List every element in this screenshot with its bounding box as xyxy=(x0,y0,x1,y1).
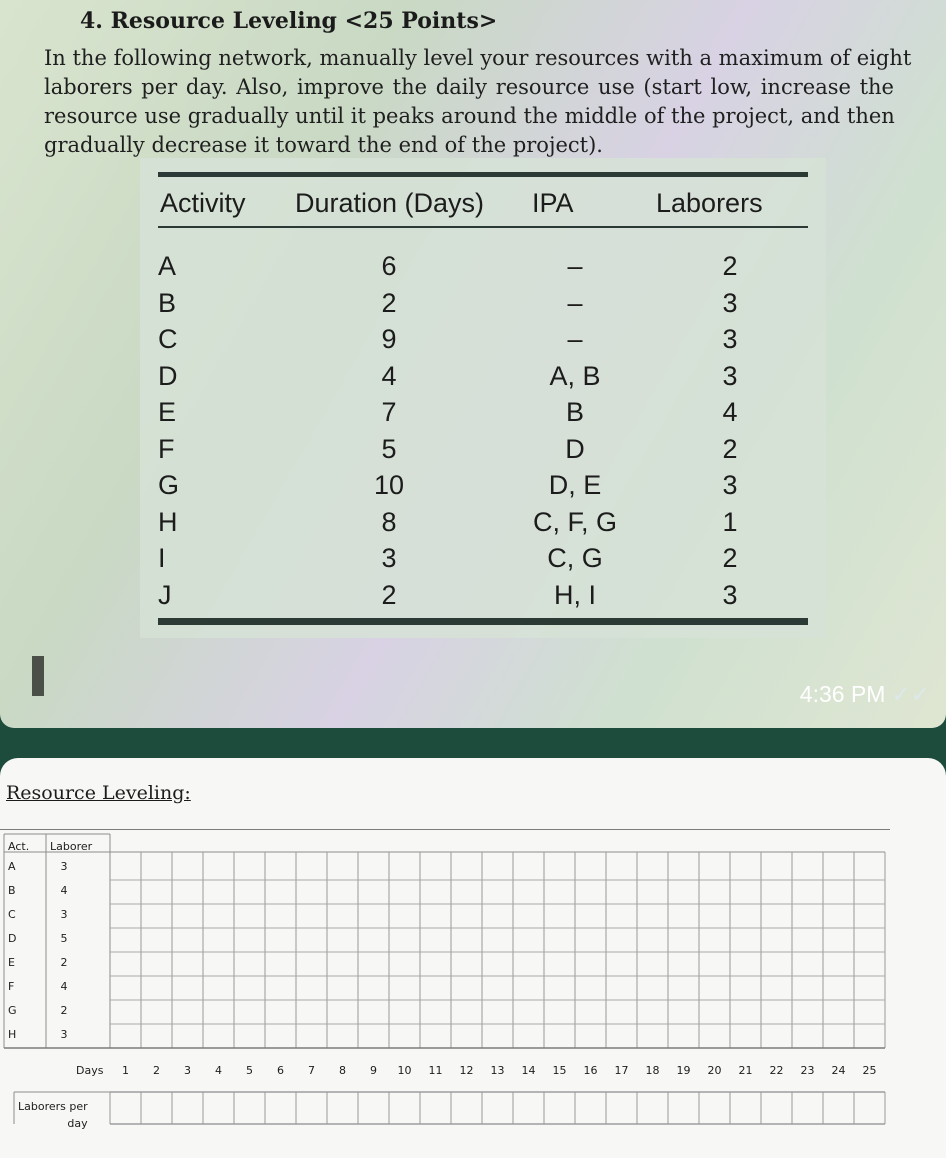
act-cell: C xyxy=(8,908,16,921)
duration-column xyxy=(354,248,424,613)
day-number: 13 xyxy=(490,1064,505,1077)
day-number: 11 xyxy=(428,1064,443,1077)
day-number: 8 xyxy=(339,1064,346,1077)
day-number: 2 xyxy=(153,1064,160,1077)
worksheet-message[interactable] xyxy=(0,758,946,1158)
day-number: 7 xyxy=(308,1064,315,1077)
question-title: 4. Resource Leveling <25 Points> xyxy=(80,8,498,34)
ipa-cell: D xyxy=(565,433,585,464)
laborer-cell: 2 xyxy=(60,956,68,969)
day-number: 18 xyxy=(645,1064,660,1077)
ipa-cell: C, F, G xyxy=(532,506,617,537)
header-activity: Activity xyxy=(160,188,246,218)
laborer-cell: 2 xyxy=(60,1004,68,1017)
laborer-cell: 5 xyxy=(60,932,68,945)
laborers-cell: 1 xyxy=(722,506,738,537)
day-number: 1 xyxy=(122,1064,129,1077)
laborers-cell: 2 xyxy=(722,543,738,573)
duration-cell: 8 xyxy=(381,506,397,537)
table-bottom-rule xyxy=(158,618,808,625)
question-line: laborers per day. Also, improve the daily resource use (start low, increase the xyxy=(44,75,894,99)
message-timestamp xyxy=(800,681,930,708)
ipa-column xyxy=(520,248,630,613)
act-cell: D xyxy=(8,932,17,945)
network-table xyxy=(140,158,826,638)
time-text: 4:36 PM xyxy=(799,681,886,707)
day-number: 12 xyxy=(459,1064,474,1077)
laborers-cell: 3 xyxy=(722,579,738,610)
page-margin-mark xyxy=(32,656,44,696)
day-number: 17 xyxy=(614,1064,629,1077)
laborer-cell: 3 xyxy=(60,860,68,873)
activity-cell: C xyxy=(158,324,178,354)
ipa-cell: – xyxy=(567,251,583,281)
ipa-cell: B xyxy=(565,397,584,427)
act-cell: B xyxy=(8,884,16,897)
day-number: 14 xyxy=(521,1064,536,1077)
laborers-cell: 2 xyxy=(722,251,738,281)
activity-cell: B xyxy=(158,287,177,318)
day-number: 21 xyxy=(738,1064,753,1077)
day-number: 4 xyxy=(215,1064,222,1077)
act-cell: H xyxy=(8,1028,17,1041)
act-cell: E xyxy=(8,956,15,969)
double-check-icon: ✓✓ xyxy=(891,681,930,707)
laborer-cell: 4 xyxy=(60,884,68,897)
day-number: 10 xyxy=(397,1064,412,1077)
laborers-cell: 3 xyxy=(722,360,738,391)
activity-cell: J xyxy=(158,579,172,610)
day-number: 3 xyxy=(184,1064,191,1077)
act-cell: F xyxy=(8,980,15,993)
day-number: 16 xyxy=(583,1064,598,1077)
act-cell: A xyxy=(8,860,16,873)
day-number: 22 xyxy=(769,1064,784,1077)
laborers-per-label: Laborers per xyxy=(18,1100,88,1113)
ipa-cell: D, E xyxy=(548,470,602,500)
day-number: 15 xyxy=(552,1064,567,1077)
activity-cell: F xyxy=(158,433,175,464)
day-number: 24 xyxy=(831,1064,846,1077)
question-line: gradually decrease it toward the end of the project). xyxy=(44,133,603,157)
act-cell: G xyxy=(8,1004,17,1017)
activity-cell: D xyxy=(158,360,178,391)
laborers-cell: 3 xyxy=(722,470,738,500)
day-number: 6 xyxy=(277,1064,284,1077)
activity-column xyxy=(158,248,198,613)
duration-cell: 2 xyxy=(381,579,397,610)
laborer-header: Laborer xyxy=(50,840,93,853)
activity-cell: A xyxy=(158,251,177,281)
day-number: 5 xyxy=(246,1064,253,1077)
laborers-cell: 2 xyxy=(722,433,738,464)
days-label: Days xyxy=(76,1064,104,1077)
duration-cell: 3 xyxy=(381,543,397,573)
laborers-cell: 4 xyxy=(722,397,738,427)
day-number: 19 xyxy=(676,1064,691,1077)
table-top-rule xyxy=(158,172,808,177)
activity-cell: H xyxy=(158,506,178,537)
laborer-cell: 4 xyxy=(60,980,68,993)
laborers-column xyxy=(700,248,760,613)
ipa-cell: – xyxy=(567,324,583,354)
duration-cell: 9 xyxy=(381,324,397,354)
day-label: day xyxy=(67,1117,88,1130)
ipa-cell: A, B xyxy=(549,360,601,391)
header-duration: Duration (Days) xyxy=(295,188,485,218)
table-header-rule xyxy=(158,226,808,228)
question-body xyxy=(44,44,912,160)
ipa-cell: H, I xyxy=(553,579,596,610)
worksheet-title: Resource Leveling: xyxy=(6,782,191,804)
laborer-cell: 3 xyxy=(60,1028,68,1041)
laborers-per-day-label xyxy=(18,1098,88,1132)
day-number: 9 xyxy=(370,1064,377,1077)
header-ipa: IPA xyxy=(532,188,574,218)
header-laborers: Laborers xyxy=(656,188,763,218)
day-number: 20 xyxy=(707,1064,722,1077)
ipa-cell: – xyxy=(567,287,583,318)
laborer-cell: 3 xyxy=(60,908,68,921)
duration-cell: 10 xyxy=(373,470,405,500)
laborers-cell: 3 xyxy=(722,287,738,318)
day-number: 23 xyxy=(800,1064,815,1077)
question-line: In the following network, manually level your resources with a maximum of eight xyxy=(44,46,912,70)
day-number: 25 xyxy=(862,1064,877,1077)
duration-cell: 7 xyxy=(381,397,397,427)
duration-cell: 6 xyxy=(381,251,397,281)
duration-cell: 5 xyxy=(381,433,397,464)
duration-cell: 2 xyxy=(381,287,397,318)
activity-cell: G xyxy=(158,470,180,500)
resource-grid xyxy=(0,758,946,1158)
activity-cell: E xyxy=(158,397,177,427)
duration-cell: 4 xyxy=(381,360,397,391)
activity-cell: I xyxy=(158,543,166,573)
act-header: Act. xyxy=(8,840,30,853)
ipa-cell: C, G xyxy=(547,543,603,573)
question-line: resource use gradually until it peaks around the middle of the project, and then xyxy=(44,104,895,128)
laborers-cell: 3 xyxy=(722,324,738,354)
